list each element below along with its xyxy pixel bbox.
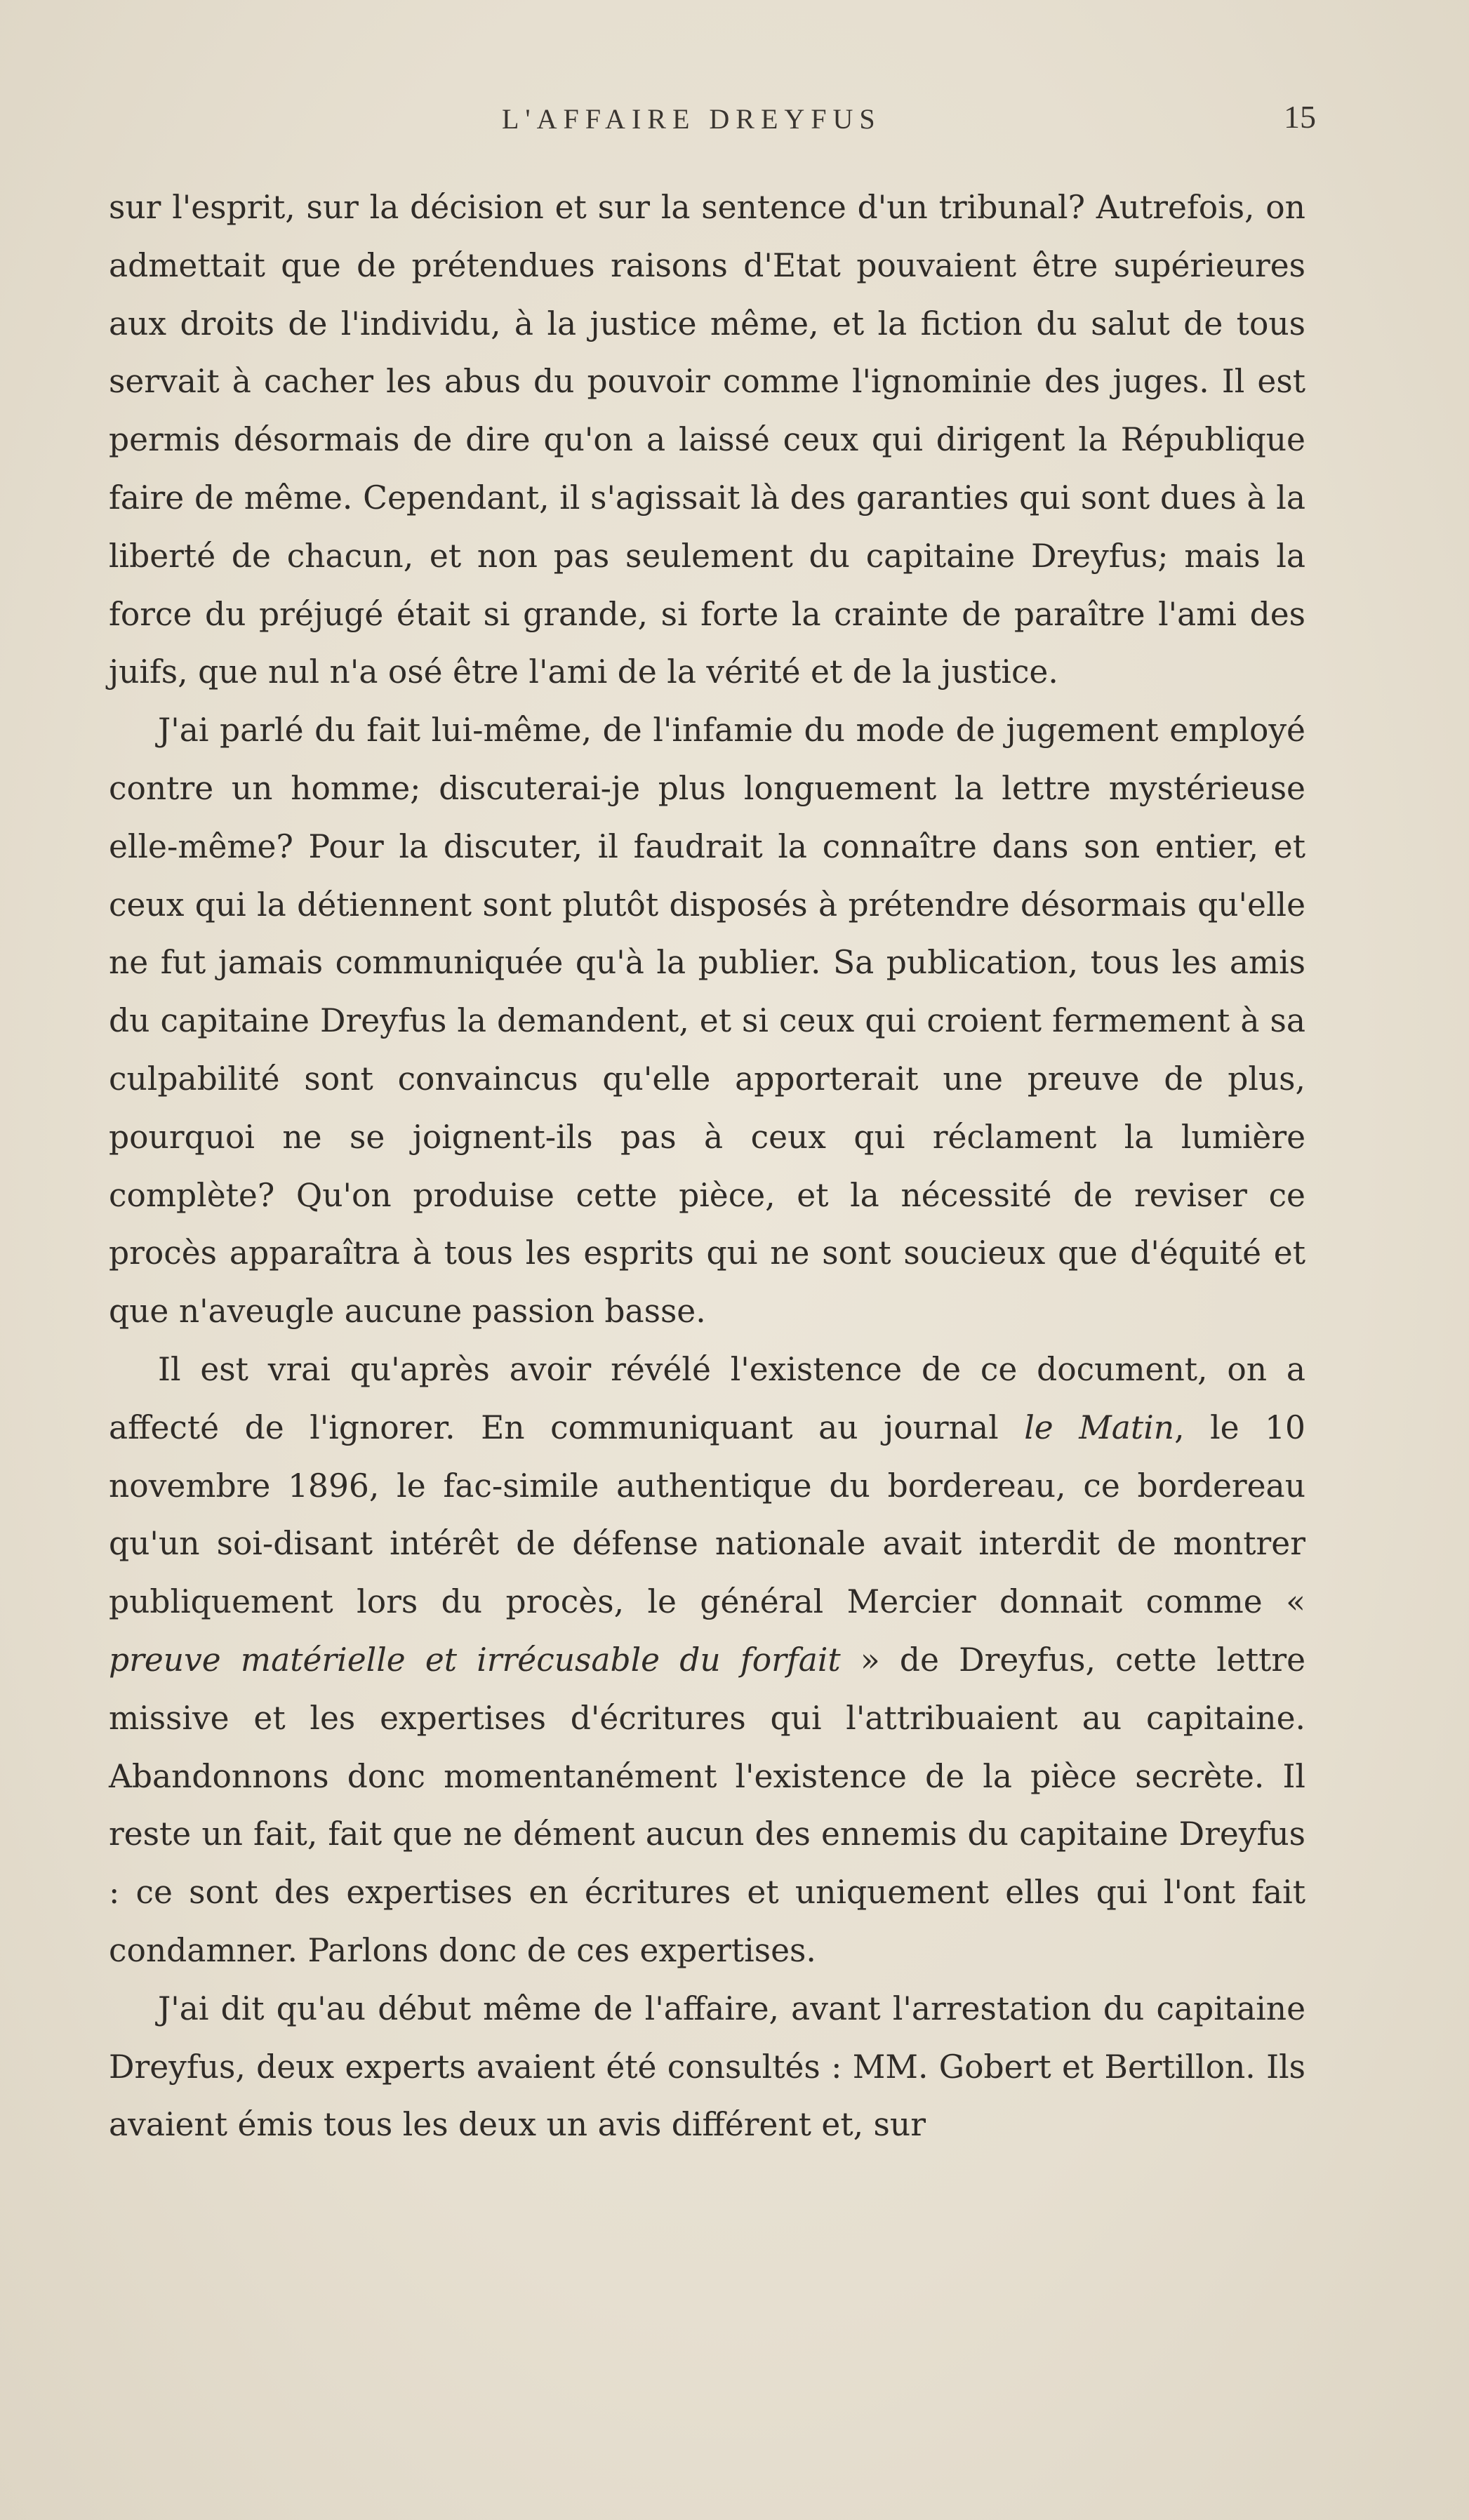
page-header xyxy=(109,97,1316,146)
paragraph-4: J'ai dit qu'au début même de l'affaire, avant l'arrestation du capitaine Dreyfus, deux experts avaient été consultés : MM. Gobert et Bertillon. Ils avaient émis tous les deux un avis différent et, sur xyxy=(109,1989,1305,2144)
quoted-phrase: preuve matérielle et irrécusable du forfait xyxy=(109,1641,841,1679)
paragraph-1: sur l'esprit, sur la décision et sur la sentence d'un tribunal? Autrefois, on admettait que de prétendues raisons d'Etat pouvaient être supérieures aux droits de l'individu, à la justice même, et la fiction du salut de tous servait à cacher les abus du pouvoir comme l'ignominie des juges. Il est permis désormais de dire qu'on a laissé ceux qui dirigent la République faire de même. Cependant, il s'agissait là des garanties qui sont dues à la liberté de chacun, et non pas seulement du capitaine Dreyfus; mais la force du préjugé était si grande, si forte la crainte de paraître l'ami des juifs, que nul n'a osé être l'ami de la vérité et de la justice. xyxy=(109,189,1305,691)
page-number: 15 xyxy=(1284,99,1316,135)
paragraph-3-text-a: Il est vrai qu'après avoir révélé l'existence de ce document, on a affecté de l'ignorer. En communiquant au journal xyxy=(109,1350,1305,1446)
paragraph-3-text-b: , le 10 novembre 1896, le fac-simile authentique du bordereau, ce bordereau qu'un soi-disant intérêt de défense nationale avait interdit de montrer publiquement lors du procès, le général Mercier donnait comme « xyxy=(109,1408,1305,1621)
running-title: L'AFFAIRE DREYFUS xyxy=(502,103,882,135)
paragraph-2: J'ai parlé du fait lui-même, de l'infamie du mode de jugement employé contre un homme; discuterai-je plus longuement la lettre mystérieuse elle-même? Pour la discuter, il faudrait la connaître dans son entier, et ceux qui la détiennent sont plutôt disposés à prétendre désormais qu'elle ne fut jamais communiquée qu'à la publier. Sa publication, tous les amis du capitaine Dreyfus la demandent, et si ceux qui croient fermement à sa culpabilité sont convaincus qu'elle apporterait une preuve de plus, pourquoi ne se joignent-ils pas à ceux qui réclament la lumière complète? Qu'on produise cette pièce, et la nécessité de reviser ce procès apparaîtra à tous les esprits qui ne sont soucieux que d'équité et que n'aveugle aucune passion basse. xyxy=(109,712,1305,1331)
paragraph-3-text-c: » de Dreyfus, cette lettre missive et les expertises d'écritures qui l'attribuaient au capitaine. Abandonnons donc momentanément l'existence de la pièce secrète. Il reste un fait, fait que ne dément aucun des ennemis du capitaine Dreyfus : ce sont des expertises en écritures et uniquement elles qui l'ont fait condamner. Parlons donc de ces expertises. xyxy=(109,1641,1305,1969)
paragraph-3 xyxy=(109,1341,1305,1980)
body-text xyxy=(109,179,1305,2154)
newspaper-title: le Matin xyxy=(1024,1408,1175,1446)
